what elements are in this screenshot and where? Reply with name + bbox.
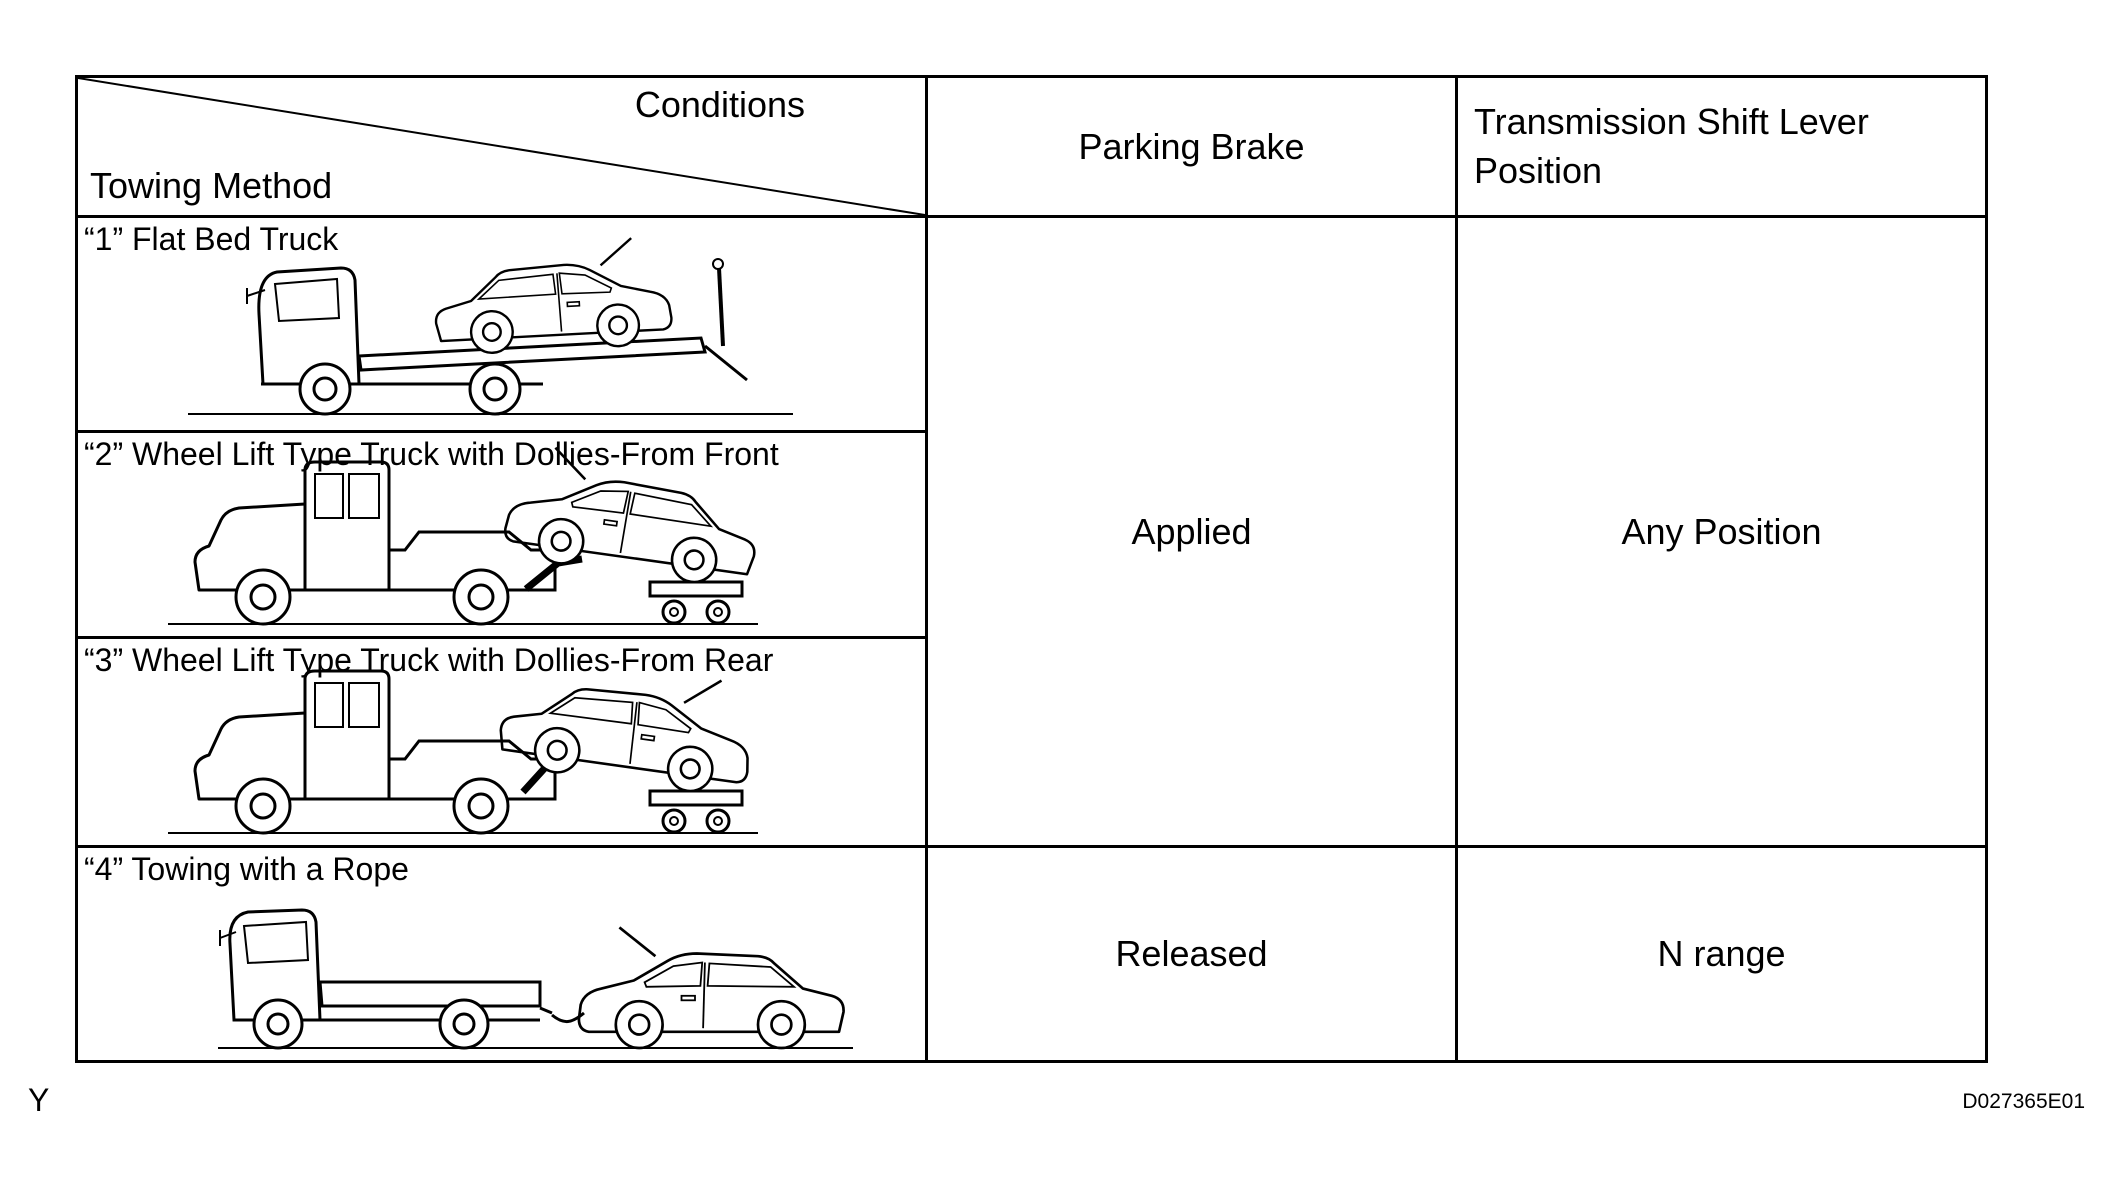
rope-towing-illustration bbox=[78, 849, 928, 1058]
method-1-label: “1” Flat Bed Truck bbox=[84, 221, 339, 257]
page-mark: Y bbox=[28, 1082, 50, 1118]
shift-lever-value-rows-1-3: Any Position bbox=[1458, 218, 1985, 848]
table-row-method-3 bbox=[78, 639, 928, 848]
towing-conditions-table bbox=[75, 75, 1988, 1063]
table-row-method-1 bbox=[78, 218, 928, 433]
wheel-lift-truck-from-rear-illustration bbox=[78, 637, 928, 843]
shift-lever-column-header: Transmission Shift Lever Position bbox=[1458, 78, 1985, 218]
conditions-header-label: Conditions bbox=[634, 84, 805, 125]
figure-code: D027365E01 bbox=[1962, 1090, 2085, 1113]
table-row-method-4 bbox=[78, 848, 928, 1060]
flat-bed-truck-illustration bbox=[78, 216, 928, 428]
method-4-label: “4” Towing with a Rope bbox=[84, 851, 409, 887]
towing-method-header-label: Towing Method bbox=[90, 165, 333, 206]
parking-brake-value-row-4: Released bbox=[928, 848, 1458, 1060]
header-corner-cell bbox=[78, 78, 928, 218]
method-2-label: “2” Wheel Lift Type Truck with Dollies-From Front bbox=[84, 436, 779, 472]
parking-brake-value-rows-1-3: Applied bbox=[928, 218, 1458, 848]
table-row-method-2 bbox=[78, 433, 928, 639]
method-3-label: “3” Wheel Lift Type Truck with Dollies-From Rear bbox=[84, 642, 774, 678]
shift-lever-value-row-4: N range bbox=[1458, 848, 1985, 1060]
wheel-lift-truck-from-front-illustration bbox=[78, 431, 928, 634]
parking-brake-column-header: Parking Brake bbox=[928, 78, 1458, 218]
